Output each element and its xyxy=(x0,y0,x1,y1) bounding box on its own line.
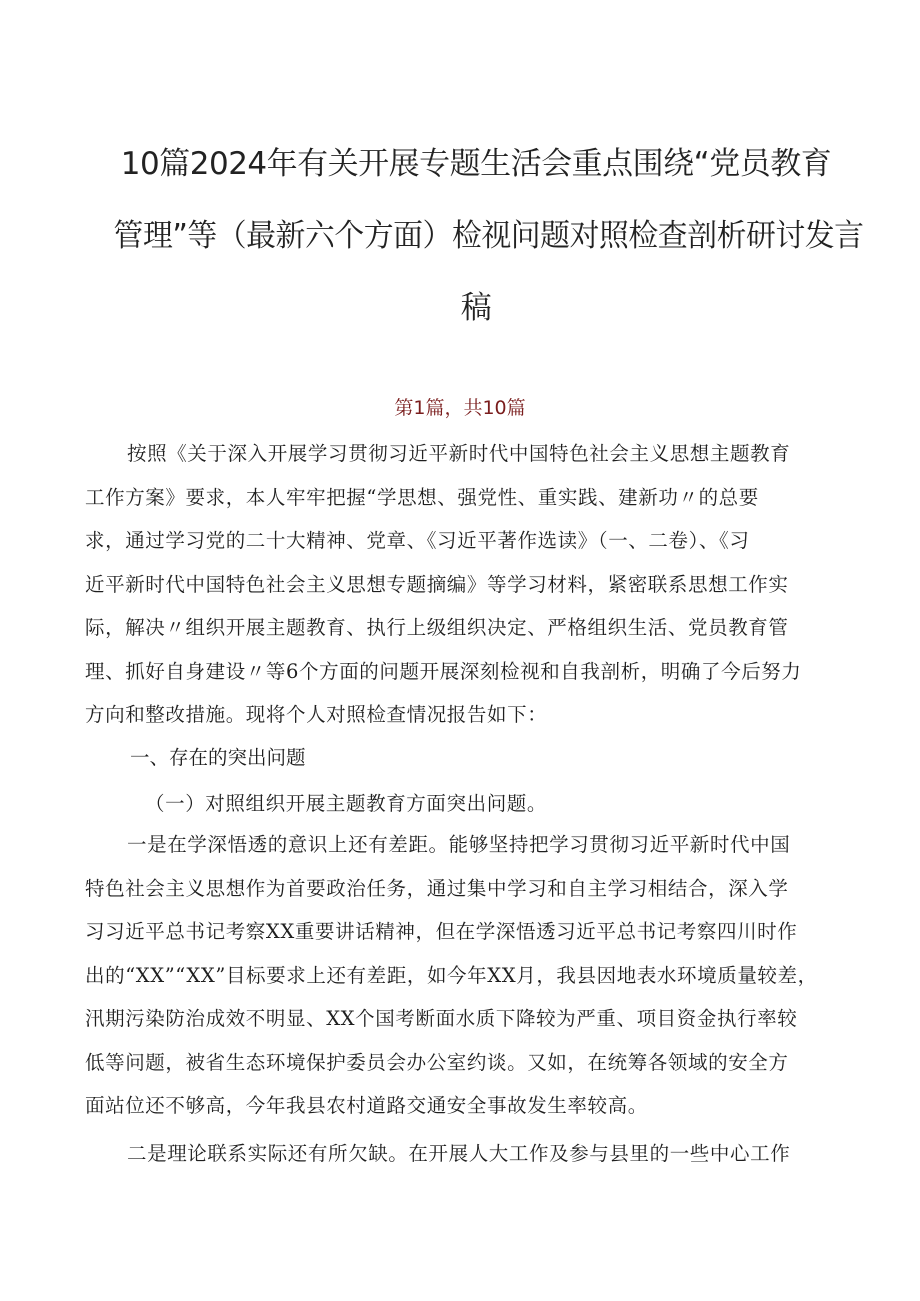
title-line: 10篇2024年有关开展专题生活会重点围绕“党员教育 xyxy=(120,146,832,182)
paragraph-2 xyxy=(85,1132,855,1176)
text-line: 一是在学深悟透的意识上还有差距。能够坚持把学习贯彻习近平新时代中国 xyxy=(127,833,791,856)
paragraph-1 xyxy=(85,823,855,1128)
text-line: 工作方案》要求，本人牢牢把握“学思想、强党性、重实践、建新功〃的总要 xyxy=(85,485,759,509)
text-line: 特色社会主义思想作为首要政治任务，通过集中学习和自主学习相结合，深入学 xyxy=(85,876,789,900)
title-line: 稿 xyxy=(460,290,492,326)
document-subtitle: 第1篇，共10篇 xyxy=(394,397,526,419)
text-line: 方向和整改措施。现将个人对照检查情况报告如下： xyxy=(85,703,548,726)
title-line: 管理”等（最新六个方面）检视问题对照检查剖析研讨发言 xyxy=(113,218,864,254)
section-heading: 一、存在的突出问题 xyxy=(130,746,306,769)
text-line: 际，解决〃组织开展主题教育、执行上级组织决定、严格组织生活、党员教育管 xyxy=(85,616,789,639)
intro-paragraph xyxy=(85,432,855,737)
text-line: 面站位还不够高，今年我县农村道路交通安全事故发生率较高。 xyxy=(85,1094,648,1117)
text-line: 二是理论联系实际还有所欠缺。在开展人大工作及参与县里的一些中心工作 xyxy=(127,1142,791,1165)
text-line: 低等问题，被省生态环境保护委员会办公室约谈。又如，在统筹各领域的安全方 xyxy=(85,1050,789,1074)
text-line: 近平新时代中国特色社会主义思想专题摘编》等学习材料，紧密联系思想工作实 xyxy=(85,572,789,596)
text-line: 理、抓好自身建设〃等6个方面的问题开展深刻检视和自我剖析，明确了今后努力 xyxy=(85,659,802,683)
subsection-heading: （一）对照组织开展主题教育方面突出问题。 xyxy=(145,792,548,815)
text-line: 习习近平总书记考察XX重要讲话精神，但在学深悟透习近平总书记考察四川时作 xyxy=(85,920,798,943)
document-title xyxy=(100,128,864,344)
text-line: 汛期污染防治成效不明显、XX个国考断面水质下降较为严重、项目资金执行率较 xyxy=(85,1007,798,1030)
text-line: 出的“XX”“XX”目标要求上还有差距，如今年XX月，我县因地表水环境质量较差， xyxy=(85,963,818,987)
text-line: 求，通过学习党的二十大精神、党章、《习近平著作选读》（一、二卷）、《习 xyxy=(85,529,750,552)
text-line: 按照《关于深入开展学习贯彻习近平新时代中国特色社会主义思想主题教育 xyxy=(127,442,791,465)
